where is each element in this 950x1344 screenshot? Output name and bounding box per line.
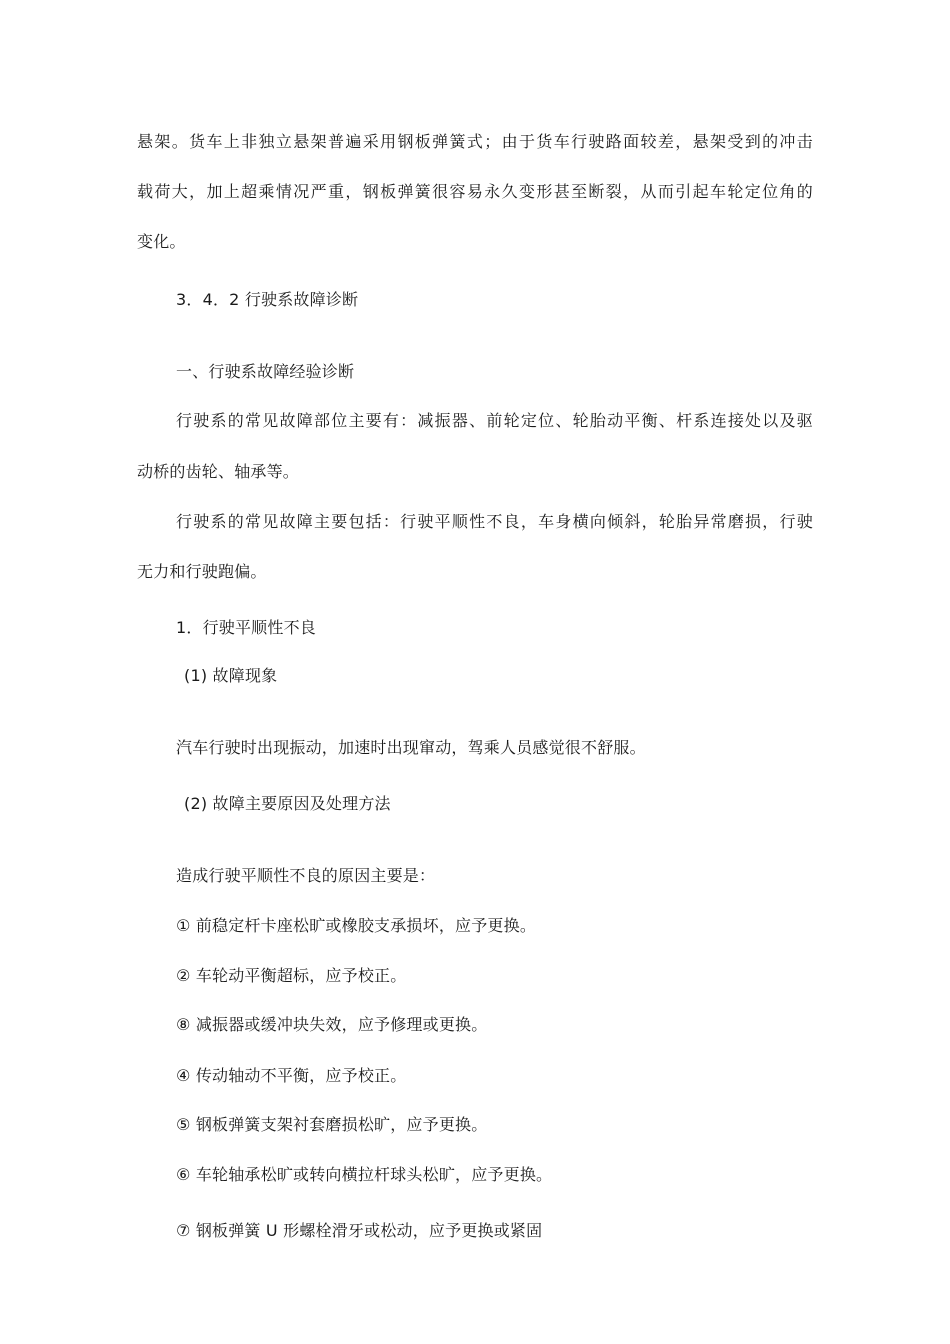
section-heading: 3．4．2 行驶系故障诊断 [176, 290, 359, 309]
subheading-experience-diagnosis: 一、行驶系故障经验诊断 [176, 362, 355, 381]
item-1-heading: 1．行驶平顺性不良 [176, 618, 316, 637]
cause-item: ⑦ 钢板弹簧 U 形螺栓滑牙或松动，应予更换或紧固 [176, 1221, 543, 1240]
paragraph-1-line-3: 变化。 [137, 232, 186, 251]
sub-2-heading: (2) 故障主要原因及处理方法 [184, 794, 391, 813]
cause-item: ② 车轮动平衡超标，应予校正。 [176, 966, 407, 985]
sub-1-text: 汽车行驶时出现振动，加速时出现窜动，驾乘人员感觉很不舒服。 [176, 738, 646, 757]
paragraph-2-line-1: 行驶系的常见故障部位主要有：减振器、前轮定位、轮胎动平衡、杆系连接处以及驱 [176, 411, 813, 430]
paragraph-1-line-1: 悬架。货车上非独立悬架普遍采用钢板弹簧式；由于货车行驶路面较差，悬架受到的冲击 [137, 132, 813, 151]
cause-item: ⑥ 车轮轴承松旷或转向横拉杆球头松旷，应予更换。 [176, 1165, 553, 1184]
cause-item: ⑤ 钢板弹簧支架衬套磨损松旷，应予更换。 [176, 1115, 488, 1134]
paragraph-1-line-2: 载荷大，加上超乘情况严重，钢板弹簧很容易永久变形甚至断裂，从而引起车轮定位角的 [137, 182, 813, 201]
paragraph-2-line-2: 动桥的齿轮、轴承等。 [137, 462, 300, 481]
cause-item: ① 前稳定杆卡座松旷或橡胶支承损坏，应予更换。 [176, 916, 537, 935]
sub-1-heading: (1) 故障现象 [184, 666, 278, 685]
causes-intro: 造成行驶平顺性不良的原因主要是： [176, 866, 436, 885]
paragraph-3-line-2: 无力和行驶跑偏。 [137, 562, 267, 581]
cause-item: ⑧ 减振器或缓冲块失效，应予修理或更换。 [176, 1015, 488, 1034]
cause-item: ④ 传动轴动不平衡，应予校正。 [176, 1066, 407, 1085]
paragraph-3-line-1: 行驶系的常见故障主要包括：行驶平顺性不良，车身横向倾斜，轮胎异常磨损，行驶 [176, 512, 813, 531]
